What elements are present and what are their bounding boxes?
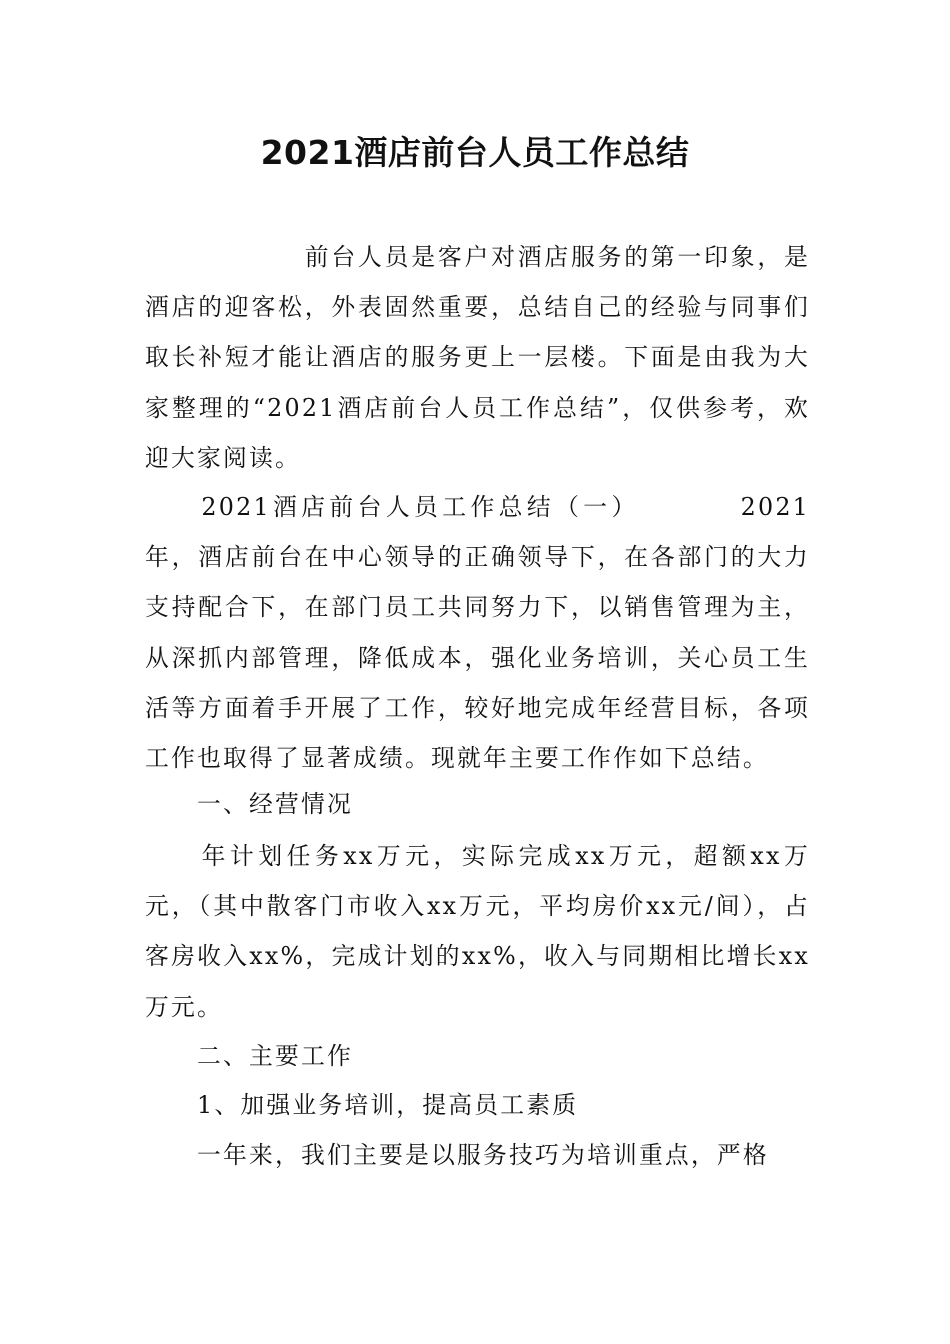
operations-paragraph: 年计划任务xx万元，实际完成xx万元，超额xx万元，（其中散客门市收入xx万元，平均房价xx元/间），占客房收入xx%，完成计划的xx%，收入与同期相比增长xx万元。 bbox=[145, 842, 810, 1021]
section-one-paragraph: 2021酒店前台人员工作总结（一） 2021年，酒店前台在中心领导的正确领导下，在各部门的大力支持配合下，在部门员工共同努力下，以销售管理为主，从深抓内部管理，降低成本，强化业务培训，关心员工生活等方面着手开展了工作，较好地完成年经营目标，各项工作也取得了显著成绩。现就年主要工作作如下总结。 bbox=[145, 493, 810, 773]
intro-paragraph: 前台人员是客户对酒店服务的第一印象，是酒店的迎客松，外表固然重要，总结自己的经验与同事们取长补短才能让酒店的服务更上一层楼。下面是由我为大家整理的“2021酒店前台人员工作总结”，仅供参考，欢迎大家阅读。 bbox=[145, 243, 810, 472]
heading-main-work: 二、主要工作 bbox=[145, 1042, 353, 1070]
heading-operations: 一、经营情况 bbox=[145, 790, 353, 818]
training-paragraph: 一年来，我们主要是以服务技巧为培训重点，严格 bbox=[145, 1141, 769, 1169]
document-title: 2021酒店前台人员工作总结 bbox=[260, 133, 690, 172]
heading-training: 1、加强业务培训，提高员工素质 bbox=[145, 1091, 579, 1119]
